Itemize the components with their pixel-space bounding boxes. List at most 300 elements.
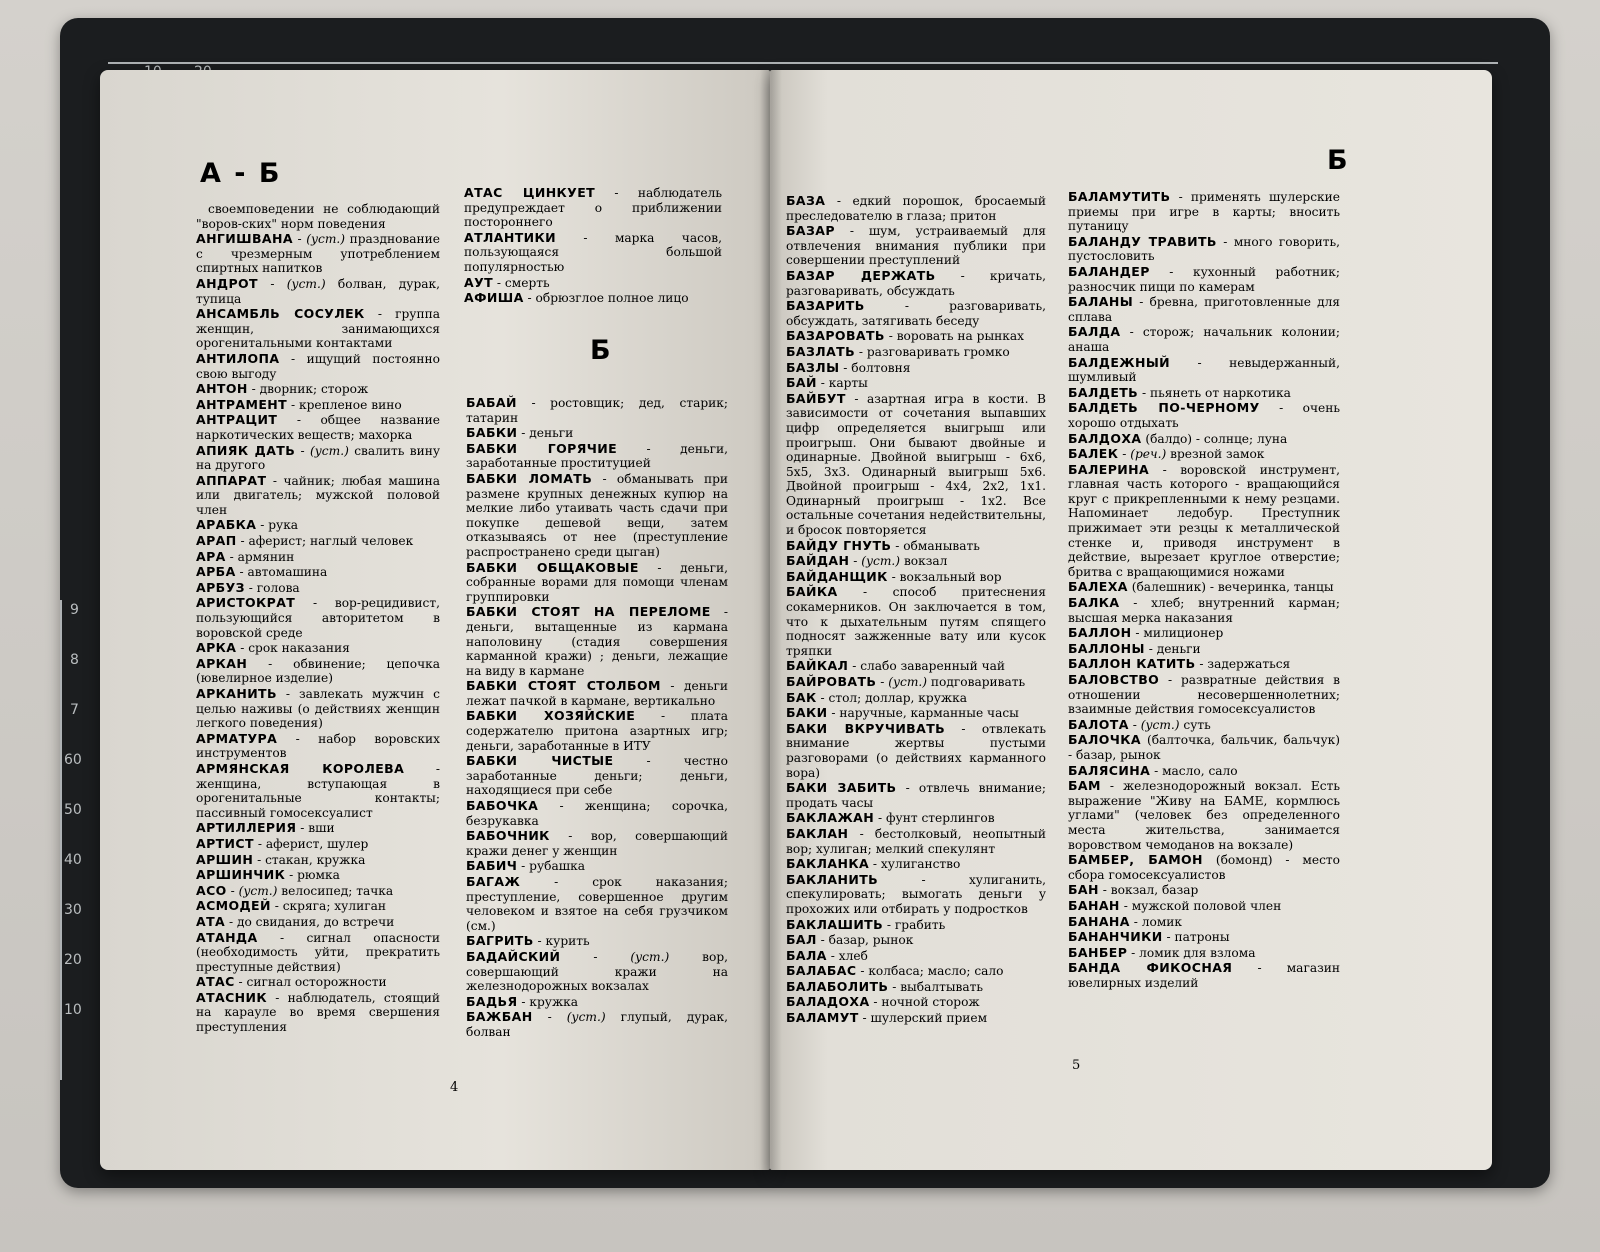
dictionary-entry: АНДРОТ - (уст.) болван, дурак, тупица [196, 275, 441, 306]
dictionary-entry: БАБОЧНИК - вор, совершающий кражи денег у женщин [466, 828, 728, 858]
entry-term: БАЛЕХА [1068, 579, 1128, 595]
dictionary-entry: БАГРИТЬ - курить [466, 933, 590, 949]
dictionary-entry: БАБКИ СТОЯТ НА ПЕРЕЛОМЕ - деньги, вытащенные из кармана наполовину (стадия совершения карманной кражи) ; деньги, лежащие на виду в кармане [466, 604, 729, 678]
page-number: 4 [450, 1080, 459, 1095]
dictionary-entry: АРБУЗ - голова [196, 579, 300, 595]
dictionary-entry: АРШИНЧИК - рюмка [196, 867, 340, 883]
dictionary-entry: БАЛДЕТЬ - пьянеть от наркотика [1068, 384, 1291, 400]
entry-usage-tag: (реч.) [1130, 447, 1167, 462]
entry-definition: женщина, вступающая в орогенитальные контакты; пассивный гомосексуалист [196, 776, 440, 820]
entry-term: БАБКИ ОБЩАКОВЫЕ [466, 559, 639, 575]
entry-usage-tag: (уст.) [566, 1010, 606, 1025]
dictionary-entry: БАЛА - хлеб [786, 947, 868, 963]
entry-term: АРИСТОКРАТ [196, 595, 296, 611]
dictionary-entry: АРИСТОКРАТ - вор-рецидивист, пользующийся авторитетом в воровской среде [196, 595, 440, 640]
entry-term: АТАНДА [196, 929, 258, 945]
entry-term: БАБКИ [466, 425, 518, 441]
entry-term: БАНАНА [1068, 913, 1130, 929]
dictionary-entry: АУТ - смерть [464, 274, 550, 290]
entry-definition: азартная игра в кости. В зависимости от сочетания выпавших цифр определяется выигрыш или проигрыш. Они бывают двойные и одинарные. Двойной выигрыш - 6х6, 5х5, 3х3. Одинарный выигрыш 5х6. Двойной проигрыш - 4х4, 2х2, 1х1. Одинарный проигрыш - 1х2. Все остальные сочетания недействительны, и бросок повторяется [786, 391, 1047, 538]
entry-term: БАБКИ ХОЗЯЙСКИЕ [466, 708, 636, 724]
entry-definition: карты [828, 376, 868, 391]
page-number: 5 [1072, 1058, 1081, 1073]
entry-term: АПИЯК ДАТЬ [196, 442, 296, 458]
dictionary-entry: БАЛАБАС - колбаса; масло; сало [786, 963, 1004, 979]
entry-usage-tag: (уст.) [1140, 717, 1180, 732]
dictionary-entry: БАЗА - едкий порошок, бросаемый преследователю в глаза; притон [786, 193, 1046, 223]
entry-term: БАЛ [786, 932, 817, 948]
entry-definition: рубашка [529, 859, 585, 874]
dictionary-entry: БАНАНЧИКИ - патроны [1068, 929, 1230, 945]
entry-definition: обрюзглое полное лицо [535, 291, 689, 306]
dictionary-entry: БАКЛАШИТЬ - грабить [786, 916, 946, 932]
dictionary-entry: БАЗАРИТЬ - разговаривать, обсуждать, затягивать беседу [786, 298, 1046, 328]
entry-term: БАЙРОВАТЬ [786, 674, 877, 689]
dictionary-entry: БАЛКА - хлеб; внутренний карман; высшая мерка наказания [1068, 595, 1340, 625]
dictionary-entry: БАДАЙСКИЙ - (уст.) вор, совершающий кражи на железнодорожных вокзалах [466, 948, 728, 994]
dictionary-entry: БАДЬЯ - кружка [466, 993, 579, 1009]
entry-definition: болтовня [851, 360, 911, 375]
entry-definition: марка часов, пользующаяся большой популярностью [464, 230, 722, 274]
dictionary-entry: БАЛАБОЛИТЬ - выбалтывать [786, 978, 984, 994]
dictionary-entry: БАЛОВСТВО - развратные действия в отношении несовершеннолетних; взаимные действия гомосексуалистов [1068, 672, 1340, 717]
dictionary-entry: БАНДА ФИКОСНАЯ - магазин ювелирных изделий [1068, 960, 1340, 990]
entry-term: БАЛАНДЕР [1068, 263, 1150, 279]
entry-definition: деньги [1156, 641, 1201, 656]
entry-definition: бестолковый, неопытный вор; хулиган; мелкий спекулянт [786, 826, 1046, 856]
entry-definition: вокзал, базар [1110, 883, 1199, 898]
entry-definition: вокзальный вор [899, 569, 1002, 584]
dictionary-entry: БАКЛАН - бестолковый, неопытный вор; хулиган; мелкий спекулянт [786, 825, 1046, 856]
entry-term: АРАБКА [196, 517, 257, 533]
dictionary-entry: БАЙДАНЩИК - вокзальный вор [786, 568, 1002, 584]
entry-term: АТЛАНТИКИ [464, 229, 556, 245]
dictionary-entry: БАЛЯСИНА - масло, сало [1068, 762, 1238, 778]
entry-definition: железнодорожный вокзал. Есть выражение "Живу на БАМЕ, кормлюсь углами" (человек без определенного места жительства, занимается воровством чемоданов на вокзале) [1068, 779, 1340, 852]
entry-definition: хлеб; внутренний карман; высшая мерка наказания [1068, 596, 1340, 625]
entry-term: БАЛКА [1068, 595, 1120, 611]
entry-term: БАКЛАН [786, 825, 849, 841]
left-column-1 [196, 202, 440, 1036]
entry-term: БАБКИ ГОРЯЧИЕ [466, 440, 618, 456]
entry-term: АРКА [196, 640, 237, 656]
dictionary-entry: БАК - стол; доллар, кружка [786, 689, 967, 705]
dictionary-entry: БАЗАР ДЕРЖАТЬ - кричать, разговаривать, обсуждать [786, 267, 1046, 298]
dictionary-entry: БАЛАНДЕР - кухонный работник; разносчик пищи по камерам [1068, 263, 1341, 294]
dictionary-entry: БАКЛАНИТЬ - хулиганить, спекулировать; вымогать деньги у прохожих или отбирать у подростков [786, 871, 1046, 916]
entry-definition: деньги [529, 426, 574, 441]
entry-term: БАМ [1068, 778, 1101, 794]
entry-term: АТАС [196, 974, 235, 990]
entry-definition: рука [268, 518, 299, 533]
entry-usage-tag: (уст.) [309, 443, 349, 458]
entry-term: БАК [786, 689, 817, 705]
dictionary-entry: АТАС ЦИНКУЕТ - наблюдатель предупреждает о приближении постороннего [464, 185, 723, 230]
entry-definition: ночной сторож [881, 995, 980, 1010]
entry-definition: автомашина [247, 565, 328, 580]
dictionary-entry: БАБОЧКА - женщина; сорочка, безрукавка [466, 798, 728, 828]
entry-definition: вор, совершающий кражи на железнодорожных вокзалах [466, 949, 728, 994]
dictionary-entry: БАБКИ ЛОМАТЬ - обманывать при размене крупных денежных купюр на мелкие либо утаивать часть сдачи при покупке дешевой вещи, затем отказываясь от нее (преступление распространено среди цыган) [466, 470, 729, 559]
entry-definition: задержаться [1207, 657, 1291, 672]
dictionary-entry: БАЛАМУТ - шулерский прием [786, 1010, 988, 1026]
entry-definition: стол; доллар, кружка [828, 690, 967, 705]
entry-definition: сторож; начальник колонии; анаша [1068, 325, 1340, 354]
entry-term: БАЗАРОВАТЬ [786, 328, 885, 344]
dictionary-entry: АФИША - обрюзглое полное лицо [464, 290, 689, 306]
dictionary-entry: АНТИЛОПА - ищущий постоянно свою выгоду [196, 350, 440, 381]
dictionary-entry: БАКЛАНКА - хулиганство [786, 856, 961, 872]
dictionary-entry: БАЛЛОНЫ - деньги [1068, 640, 1201, 656]
entry-definition: голова [256, 580, 300, 595]
entry-definition: врезной замок [1170, 447, 1265, 462]
entry-definition: вечеринка, танцы [1217, 580, 1334, 595]
entry-term: БАЛЛОНЫ [1068, 640, 1145, 656]
entry-definition: разговаривать, обсуждать, затягивать беседу [786, 299, 1046, 328]
entry-definition: ломик для взлома [1139, 945, 1256, 960]
entry-definition: болван, дурак, тупица [196, 276, 441, 306]
entry-term: БАБОЧКА [466, 798, 539, 814]
entry-term: БАКИ ЗАБИТЬ [786, 780, 897, 796]
right-column-2 [1068, 190, 1340, 991]
entry-definition: кричать, разговаривать, обсуждать [786, 268, 1046, 298]
dictionary-entry: БАЙДАН - (уст.) вокзал [786, 553, 948, 569]
entry-definition: празднование с чрезмерным употреблением спиртных напитков [196, 232, 440, 276]
entry-term: БАДЬЯ [466, 993, 518, 1009]
entry-term: БАЛДЕТЬ ПО-ЧЕРНОМУ [1068, 400, 1260, 416]
entry-term: АРШИНЧИК [196, 867, 286, 883]
entry-term: БАЛОТА [1068, 716, 1129, 732]
entry-definition: деньги лежат пачкой в кармане, вертикально [466, 679, 728, 708]
entry-term: АФИША [464, 290, 524, 306]
dictionary-entry: БАЛОЧКА (балточка, бальчик, бальчук) - базар, рынок [1068, 732, 1340, 762]
entry-term: АНГИШВАНА [196, 231, 293, 247]
entry-definition: деньги, собранные ворами для помощи членам группировки [466, 560, 728, 604]
entry-definition: фунт стерлингов [886, 811, 995, 826]
ruler-label: 8 [70, 652, 79, 668]
entry-definition: грабить [894, 917, 946, 932]
entry-definition: способ притеснения сокамерников. Он заключается в том, что к дыхательным путям спящего подносят зажженные вату или кусок тряпки [786, 585, 1046, 658]
entry-definition: мужской половой член [1131, 898, 1282, 913]
dictionary-entry: БАЙКАЛ - слабо заваренный чай [786, 658, 1006, 674]
entry-term: БАЛАНЫ [1068, 294, 1134, 310]
entry-definition: деньги, вытащенные из кармана наполовину (стадия совершения карманной кражи) ; деньги, лежащие на виду в кармане [466, 619, 728, 678]
entry-term: БАЗЛЫ [786, 359, 840, 375]
dictionary-entry: БАЛДА - сторож; начальник колонии; анаша [1068, 324, 1340, 354]
entry-term: БАНАНЧИКИ [1068, 929, 1163, 945]
entry-usage-tag: (уст.) [630, 949, 670, 964]
dictionary-entry: БАМБЕР, БАМОН (бомонд) - место сбора гомосексуалистов [1068, 852, 1340, 882]
entry-definition: милиционер [1143, 626, 1224, 641]
dictionary-entry: АНТОН - дворник; сторож [196, 381, 369, 397]
dictionary-entry: БАЖБАН - (уст.) глупый, дурак, болван [466, 1009, 728, 1039]
dictionary-entry: БАБКИ ОБЩАКОВЫЕ - деньги, собранные ворами для помощи членам группировки [466, 559, 728, 604]
entry-definition: обманывать [903, 538, 980, 553]
entry-term: БАГАЖ [466, 874, 521, 889]
entry-usage-tag: (уст.) [861, 554, 901, 569]
dictionary-entry: БАБАЙ - ростовщик; дед, старик; татарин [466, 395, 728, 425]
dictionary-entry: БАКИ ВКРУЧИВАТЬ - отвлекать внимание жертвы пустыми разговорами (о действиях карманного вора) [786, 720, 1046, 780]
entry-definition: место сбора гомосексуалистов [1068, 853, 1340, 882]
dictionary-entry: БАЙКА - способ притеснения сокамерников. Он заключается в том, что к дыхательным путям спящего подносят зажженные вату или кусок тряпки [786, 584, 1046, 658]
entry-definition: наблюдатель, стоящий на карауле во время свершения преступления [196, 990, 441, 1035]
dictionary-entry: АРКАН - обвинение; цепочка (ювелирное изделие) [196, 655, 441, 686]
entry-term: БАЛЯСИНА [1068, 762, 1151, 778]
entry-definition: курить [545, 934, 590, 949]
entry-definition: аферист, шулер [265, 836, 369, 851]
section-heading: Б [590, 335, 611, 366]
dictionary-entry: БАБИЧ - рубашка [466, 858, 585, 874]
entry-definition: крепленое вино [298, 397, 402, 412]
entry-definition: свалить вину на другого [196, 443, 441, 473]
dictionary-entry: АНСАМБЛЬ СОСУЛЕК - группа женщин, занимающихся орогенитальными контактами [196, 306, 440, 351]
ruler-label: 20 [64, 952, 82, 968]
entry-definition: бревна, приготовленные для сплава [1068, 295, 1340, 324]
entry-definition: шулерский прием [870, 1011, 988, 1026]
entry-term: БАЛАБАС [786, 963, 857, 979]
entry-definition: сигнал опасности (необходимость уйти, прекратить преступные действия) [196, 930, 441, 974]
entry-usage-tag: (уст.) [238, 883, 278, 898]
entry-definition: наручные, карманные часы [839, 706, 1019, 721]
entry-term: БАЛДЕЖНЫЙ [1068, 354, 1171, 370]
entry-term: АРМАТУРА [196, 730, 278, 746]
entry-term: АНДРОТ [196, 275, 258, 291]
entry-definition: вши [308, 821, 335, 836]
entry-term: БАЛОВСТВО [1068, 672, 1160, 687]
dictionary-entry: АРАБКА - рука [196, 517, 299, 533]
dictionary-entry: БАЛАНДУ ТРАВИТЬ - много говорить, пустословить [1068, 233, 1341, 264]
entry-term: БАБКИ СТОЯТ СТОЛБОМ [466, 678, 661, 694]
dictionary-entry: БАЛЕК - (реч.) врезной замок [1068, 446, 1265, 462]
dictionary-entry: БАЛЕХА (балешник) - вечеринка, танцы [1068, 579, 1334, 595]
dictionary-entry: БАЛАНЫ - бревна, приготовленные для сплава [1068, 294, 1340, 324]
entry-definition: выбалтывать [900, 979, 984, 994]
dictionary-entry [196, 202, 440, 231]
dictionary-entry: АТАНДА - сигнал опасности (необходимость уйти, прекратить преступные действия) [196, 929, 441, 974]
entry-definition: слабо заваренный чай [860, 659, 1006, 674]
entry-term: БАДАЙСКИЙ [466, 948, 561, 964]
entry-definition: общее название наркотических веществ; махорка [196, 413, 440, 442]
dictionary-entry: БАБКИ - деньги [466, 425, 574, 441]
entry-term: БАКЛАНИТЬ [786, 871, 879, 887]
dictionary-entry: БАЛДЕЖНЫЙ - невыдержанный, шумливый [1068, 354, 1340, 385]
entry-term: АРБУЗ [196, 579, 245, 595]
entry-definition: рюмка [297, 868, 340, 883]
entry-term: БАЙБУТ [786, 390, 846, 406]
page-heading: А - Б [200, 158, 282, 189]
entry-definition: кружка [529, 994, 579, 1009]
dictionary-entry: БАЛАДОХА - ночной сторож [786, 994, 980, 1010]
entry-definition: применять шулерские приемы при игре в карты; вносить путаницу [1068, 190, 1340, 234]
entry-definition: базар, рынок [1076, 747, 1161, 762]
entry-definition: много говорить, пустословить [1068, 234, 1341, 264]
ruler-label: 9 [70, 602, 79, 618]
dictionary-entry: АППАРАТ - чайник; любая машина или двигатель; мужской половой член [196, 472, 440, 517]
dictionary-entry: АРА - армянин [196, 548, 295, 564]
entry-definition: вор-рецидивист, пользующийся авторитетом в воровской среде [196, 596, 440, 640]
dictionary-entry: БАНБЕР - ломик для взлома [1068, 944, 1256, 960]
entry-definition: базар, рынок [828, 933, 914, 948]
entry-term: БАЛЕК [1068, 446, 1119, 462]
entry-definition: стакан, кружка [265, 852, 366, 867]
entry-definition: патроны [1174, 930, 1230, 945]
dictionary-entry: БАЛЛОН КАТИТЬ - задержаться [1068, 656, 1291, 672]
entry-definition: наблюдатель предупреждает о приближении постороннего [464, 186, 723, 230]
entry-term: БАЛАМУТ [786, 1010, 859, 1026]
dictionary-entry: БАГАЖ - срок наказания; преступление, совершенное другим человеком и взятое на себя грузчиком (см.) [466, 874, 728, 933]
entry-definition: скряга; хулиган [282, 899, 386, 914]
entry-definition: завлекать мужчин с целью наживы (о действиях женщин легкого поведения) [196, 687, 441, 731]
dictionary-entry: АРМАТУРА - набор воровских инструментов [196, 730, 440, 761]
entry-definition: ломик [1141, 914, 1183, 929]
entry-term: АРШИН [196, 851, 254, 867]
entry-definition: хулиганство [880, 857, 961, 872]
dictionary-entry: АТАСНИК - наблюдатель, стоящий на карауле во время свершения преступления [196, 989, 441, 1035]
dictionary-entry: АРКАНИТЬ - завлекать мужчин с целью наживы (о действиях женщин легкого поведения) [196, 686, 441, 731]
entry-term: БАКИ [786, 705, 828, 721]
entry-definition: едкий порошок, бросаемый преследователю в глаза; притон [786, 194, 1046, 223]
entry-term: АРТИЛЛЕРИЯ [196, 820, 297, 836]
entry-term: АТАСНИК [196, 989, 267, 1005]
entry-definition: воровской инструмент, главная часть которого - вращающийся круг с прикрепленными к нему резцами. Напоминает ледобур. Преступник прижимает эти резцы к металлической стенке и, приводя инструмент в действие, вырезает круглое отверстие; бритва с вращающимися ножами [1068, 462, 1340, 579]
dictionary-entry: АРАП - аферист; наглый человек [196, 533, 414, 549]
dictionary-entry: БАН - вокзал, базар [1068, 882, 1199, 898]
entry-definition: срок наказания; преступление, совершенное другим человеком и взятое на себя грузчиком (см.) [466, 875, 728, 933]
entry-definition: набор воровских инструментов [196, 731, 440, 761]
entry-definition: развратные действия в отношении несовершеннолетних; взаимные действия гомосексуалистов [1068, 673, 1340, 717]
entry-term: БАЛАДОХА [786, 994, 870, 1010]
dictionary-entry: БАЙДУ ГНУТЬ - обманывать [786, 537, 980, 553]
dictionary-entry: БАЛ - базар, рынок [786, 932, 914, 948]
entry-definition: суть [1183, 717, 1211, 732]
dictionary-entry: БАЛЛОН - милиционер [1068, 625, 1224, 641]
dictionary-entry: АНТРАЦИТ - общее название наркотических веществ; махорка [196, 412, 440, 442]
entry-term: АРКАН [196, 655, 248, 671]
dictionary-entry: АРМЯНСКАЯ КОРОЛЕВА - женщина, вступающая в орогенитальные контакты; пассивный гомосексуалист [196, 760, 441, 820]
entry-definition: смерть [504, 275, 550, 290]
entry-definition: ростовщик; дед, старик; татарин [466, 396, 728, 425]
dictionary-entry: АРБА - автомашина [196, 564, 328, 580]
entry-definition: магазин ювелирных изделий [1068, 961, 1340, 990]
entry-definition: очень хорошо отдыхать [1068, 401, 1340, 430]
entry-definition: масло, сало [1162, 763, 1238, 778]
entry-term: БАЛОЧКА [1068, 732, 1142, 748]
entry-term: БАЛДОХА [1068, 430, 1142, 446]
entry-definition: подговаривать [930, 675, 1026, 689]
entry-term: АТАС ЦИНКУЕТ [464, 185, 596, 200]
entry-term: БАБИЧ [466, 858, 518, 874]
mat-ruler-left [44, 600, 82, 1080]
entry-definition: невыдержанный, шумливый [1068, 355, 1340, 385]
entry-definition: шум, устраиваемый для отвлечения внимания публики при совершении преступлений [786, 224, 1046, 268]
entry-variant: (балешник) [1131, 580, 1206, 595]
entry-term: БАЛЛОН [1068, 625, 1132, 641]
entry-definition: колбаса; масло; сало [868, 964, 1004, 979]
entry-term: БАЙ [786, 375, 817, 391]
dictionary-entry: БАЛДЕТЬ ПО-ЧЕРНОМУ - очень хорошо отдыхать [1068, 400, 1340, 430]
entry-definition: чайник; любая машина или двигатель; мужской половой член [196, 473, 440, 517]
dictionary-entry: БАБКИ ГОРЯЧИЕ - деньги, заработанные проституцией [466, 440, 728, 471]
entry-term: АРКАНИТЬ [196, 686, 277, 701]
entry-term: БАКЛАЖАН [786, 810, 875, 826]
entry-term: БАКИ ВКРУЧИВАТЬ [786, 720, 946, 736]
entry-term: АСО [196, 882, 227, 898]
dictionary-entry: БАКЛАЖАН - фунт стерлингов [786, 810, 995, 826]
entry-term: БАГРИТЬ [466, 933, 534, 949]
entry-term: БАНБЕР [1068, 944, 1128, 960]
entry-term: БАМБЕР, БАМОН [1068, 852, 1203, 868]
entry-term: БАЛАНДУ ТРАВИТЬ [1068, 233, 1217, 249]
entry-usage-tag: (уст.) [306, 232, 346, 247]
dictionary-entry: БАЛДОХА (балдо) - солнце; луна [1068, 430, 1288, 446]
dictionary-entry: АНГИШВАНА - (уст.) празднование с чрезмерным употреблением спиртных напитков [196, 231, 440, 276]
ruler-label: 10 [64, 1002, 82, 1018]
entry-term: БАЛДА [1068, 324, 1121, 340]
dictionary-entry: АТЛАНТИКИ - марка часов, пользующаяся большой популярностью [464, 229, 722, 274]
dictionary-entry: БАНАН - мужской половой член [1068, 897, 1282, 913]
entry-definition: отвлечь внимание; продать часы [786, 781, 1046, 810]
dictionary-entry: АРШИН - стакан, кружка [196, 851, 366, 867]
dictionary-entry: АРТИЛЛЕРИЯ - вши [196, 820, 335, 836]
entry-term: БАЛА [786, 947, 827, 963]
entry-definition: вокзал [903, 554, 948, 569]
entry-definition: хулиганить, спекулировать; вымогать деньги у прохожих или отбирать у подростков [786, 872, 1046, 916]
entry-term: БАБАЙ [466, 395, 517, 410]
entry-term: БАЙКА [786, 584, 838, 600]
entry-term: БАКЛАНКА [786, 856, 870, 872]
entry-definition: срок наказания [248, 641, 350, 656]
entry-term: БАБКИ ЛОМАТЬ [466, 470, 593, 486]
dictionary-entry: БАЗАР - шум, устраиваемый для отвлечения внимания публики при совершении преступлений [786, 223, 1046, 268]
entry-term: БАЙДАН [786, 553, 850, 569]
entry-term: АРАП [196, 533, 237, 549]
entry-term: АНТРАЦИТ [196, 412, 278, 428]
entry-term: АНСАМБЛЬ СОСУЛЕК [196, 306, 365, 322]
entry-term: АТА [196, 913, 226, 929]
entry-definition: честно заработанные деньги; деньги, находящиеся при себе [466, 754, 728, 798]
entry-definition: солнце; луна [1203, 431, 1288, 446]
dictionary-entry: БАБКИ ХОЗЯЙСКИЕ - плата содержателю притона азартных игр; деньги, заработанные в ИТУ [466, 708, 728, 753]
ruler-label: 60 [64, 752, 82, 768]
dictionary-entry: АТА - до свидания, до встречи [196, 913, 395, 929]
entry-term: БАНАН [1068, 897, 1120, 913]
entry-term: БАН [1068, 882, 1099, 898]
entry-term: БАЛАБОЛИТЬ [786, 978, 889, 994]
entry-term: БАЙКАЛ [786, 658, 849, 674]
entry-term: БАЗАР ДЕРЖАТЬ [786, 267, 936, 283]
dictionary-entry: БАЙБУТ - азартная игра в кости. В зависимости от сочетания выпавших цифр определяется выигрыш или проигрыш. Они бывают двойные и одинарные. Двойной выигрыш - 6х6, 5х5, 3х3. Одинарный выигрыш 5х6. Двойной проигрыш - 4х4, 2х2, 1х1. Одинарный проигрыш - 1х2. Все остальные сочетания недействительны, и бросок повторяется [786, 390, 1047, 538]
dictionary-entry: БАБКИ СТОЯТ СТОЛБОМ - деньги лежат пачкой в кармане, вертикально [466, 678, 728, 708]
entry-definition: глупый, дурак, болван [466, 1010, 728, 1039]
entry-definition: разговаривать громко [866, 344, 1010, 359]
left-column-2-bottom [466, 396, 728, 1041]
entry-term: АРМЯНСКАЯ КОРОЛЕВА [196, 760, 405, 776]
entry-term: БАЙДУ ГНУТЬ [786, 537, 892, 553]
entry-definition: кухонный работник; разносчик пищи по камерам [1068, 264, 1341, 294]
entry-term: АППАРАТ [196, 472, 267, 488]
entry-definition: ищущий постоянно свою выгоду [196, 351, 440, 381]
entry-definition: велосипед; тачка [281, 883, 394, 898]
entry-definition: деньги, заработанные проституцией [466, 441, 728, 471]
dictionary-entry: БАЗЛЫ - болтовня [786, 359, 911, 375]
entry-term: БАБКИ СТОЯТ НА ПЕРЕЛОМЕ [466, 604, 711, 620]
dictionary-entry: БАКИ ЗАБИТЬ - отвлечь внимание; продать часы [786, 780, 1046, 810]
entry-definition: до свидания, до встречи [236, 914, 395, 929]
left-column-2-top [464, 186, 722, 307]
entry-definition: вор, совершающий кражи денег у женщин [466, 829, 728, 858]
dictionary-entry: АРТИСТ - аферист, шулер [196, 835, 369, 851]
entry-usage-tag: (уст.) [888, 675, 928, 689]
